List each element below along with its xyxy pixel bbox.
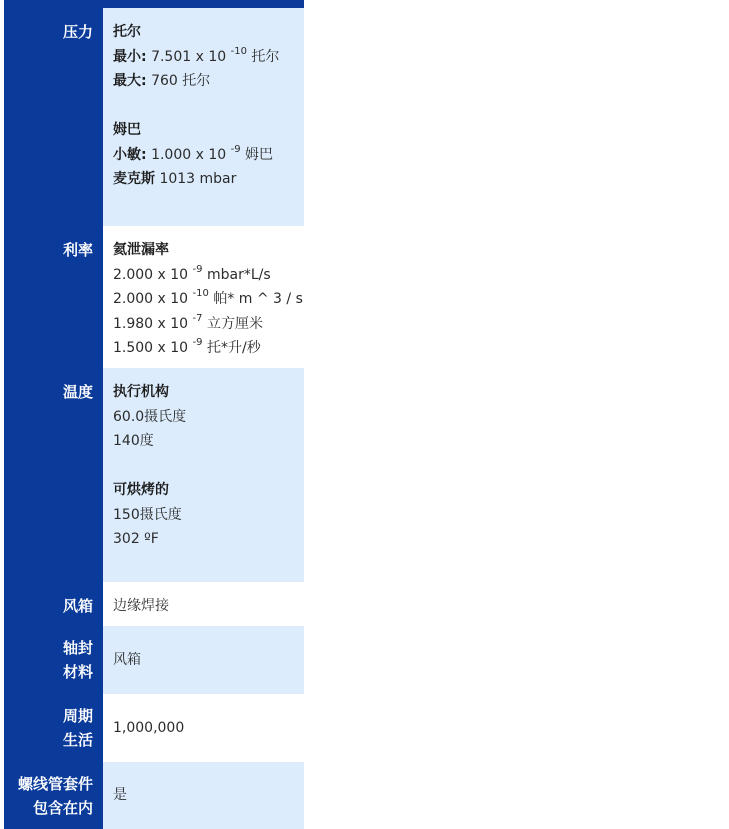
spec-row-bellows	[4, 582, 304, 626]
actuator-celsius: 60.0摄氏度	[113, 408, 187, 425]
actuator-title: 执行机构	[113, 384, 169, 400]
spec-label-leak-rate: 利率	[4, 226, 103, 368]
spec-label-temperature: 温度	[4, 368, 103, 582]
spec-row-shaft-seal	[4, 626, 304, 694]
bakeable-fahrenheit: 302 ºF	[113, 531, 159, 547]
spec-label-bellows: 风箱	[4, 582, 103, 626]
spec-value-bellows: 边缘焊接	[103, 582, 304, 626]
spec-label-pressure: 压力	[4, 8, 103, 226]
spec-value-leak-rate	[103, 226, 304, 368]
spec-row-leak-rate	[4, 226, 304, 368]
torr-min: 最小: 7.501 x 10 $^{-10}$ 托尔	[113, 45, 280, 65]
spec-row-solenoid-kit	[4, 762, 304, 829]
spec-row-cycle-life	[4, 694, 304, 762]
spec-value-pressure	[103, 8, 304, 226]
leak-rate-line: 2.000 x 10 $^{-9}$ mbar*L/s	[113, 263, 271, 283]
spec-label-solenoid-kit: 螺线管套件 包含在内	[4, 762, 103, 829]
table-top-bar	[4, 0, 304, 8]
spec-table	[4, 8, 304, 829]
spec-row-pressure	[4, 8, 304, 226]
mbar-max: 麦克斯 1013 mbar	[113, 171, 237, 187]
leak-rate-line: 2.000 x 10 $^{-10}$ 帕* m ^ 3 / s	[113, 288, 303, 307]
leak-rate-line: 1.500 x 10 $^{-9}$ 托*升/秒	[113, 337, 261, 356]
spec-label-shaft-seal: 轴封 材料	[4, 626, 103, 694]
mbar-title: 姆巴	[113, 122, 141, 138]
spec-label-cycle-life: 周期 生活	[4, 694, 103, 762]
spec-value-shaft-seal: 风箱	[103, 626, 304, 694]
bakeable-title: 可烘烤的	[113, 482, 169, 498]
leak-rate-title: 氦泄漏率	[113, 242, 169, 258]
torr-title: 托尔	[113, 24, 141, 40]
actuator-fahrenheit: 140度	[113, 433, 154, 449]
spec-value-temperature	[103, 368, 304, 582]
spec-value-cycle-life: 1,000,000	[103, 694, 304, 762]
spec-value-solenoid-kit: 是	[103, 762, 304, 829]
bakeable-celsius: 150摄氏度	[113, 506, 182, 523]
torr-max: 最大: 760 托尔	[113, 73, 211, 89]
spec-row-temperature	[4, 368, 304, 582]
leak-rate-line: 1.980 x 10 $^{-7}$ 立方厘米	[113, 312, 263, 332]
mbar-min: 小敏: 1.000 x 10 $^{-9}$ 姆巴	[113, 143, 274, 163]
